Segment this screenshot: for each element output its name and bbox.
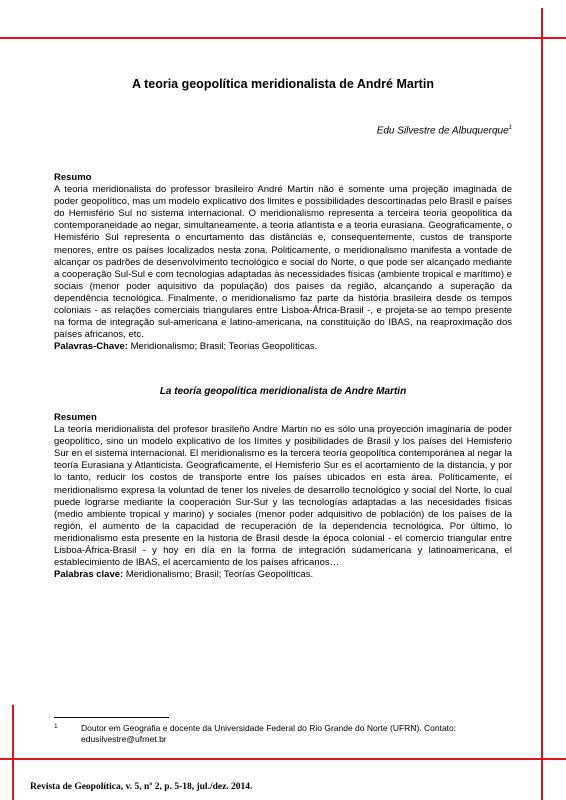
footnote <box>54 723 512 745</box>
keywords-line <box>54 341 512 353</box>
article-title: A teoria geopolítica meridionalista de André Martin <box>132 77 434 91</box>
header-red-rule <box>0 37 566 39</box>
keywords-label: Palavras-Chave: <box>54 341 128 353</box>
palabras-clave-value: Meridionalismo; Brasil; Teorías Geopolíticas. <box>125 569 314 581</box>
left-red-rule <box>12 705 14 800</box>
abstract-heading: Resumo <box>54 172 92 183</box>
author-line <box>377 125 512 136</box>
right-red-rule <box>541 8 543 800</box>
author-name: Edu Silvestre de Albuquerque <box>376 125 509 137</box>
spanish-title: La teoría geopolítica meridionalista de Andre Martin <box>159 386 407 397</box>
resumen-text: La teoría meridionalista del profesor brasileño Andre Martin no es sólo una proyección imaginaria de poder geopolítico, sino un modelo explicativo de los límites y posibilidades de Brasil y los países del Hemisferio Sur en el sistema internacional. El meridionalismo es la tercera teoría geopolítica contemporánea al negar la teoría Eurasiana y Atlanticista. Geograficamente, el Hemisferio Sur es el acortamiento de la distancia, y por lo tanto, reducir los costos de transporte entre los países ubicados en esta área. Políticamente, el meridionalismo expresa la voluntad de tener los niveles de desarrollo tecnológico y social del Norte, lo cual puede lograrse mediante la cooperación Sur-Sur y las tecnologías adaptadas a las necesidades físicas (medio ambiente tropical y marino) y sociales (menor poder adquisitivo de población) de los países de la región, el aumento de la capacidad de recuperación de la dependencia tecnológica. Por último, lo meridionalismo esta presente en la historia de Brasil desde la época colonial - el comercio triangular entre Lisboa-África-Brasil - y hoy en día en la forma de integración sudamericana y latinoamericana, el establecimiento de IBAS, el acercamiento de los países africanos… <box>54 424 512 569</box>
abstract-portuguese <box>54 172 512 353</box>
journal-citation: Revista de Geopolítica, v. 5, nº 2, p. 5-18, jul./dez. 2014. <box>30 782 253 792</box>
abstract-text: A teoria meridionalista do professor brasileiro André Martin não é somente uma projeção imaginada de poder geopolítico, mas um modelo explicativo dos limites e possibilidades descortinadas pelo Brasil e países do Hemisfério Sul no sistema internacional. O meridionalismo representa a terceira teoria geopolítica da contemporaneidade ao negar, simultaneamente, a teoria atlantista e a teoria eurasiana. Geograficamente, o Hemisfério Sul representa o encurtamento das distâncias e, consequentemente, custos de transporte menores, entre os países localizados nesta zona. Politicamente, o meridionalismo manifesta a vontade de alcançar os padrões de desenvolvimento tecnológico e social do Norte, o que pode ser alcançado mediante a cooperação Sul-Sul e com tecnologias adaptadas às necessidades físicas (ambiente tropical e marítimo) e sociais (menor poder aquisitivo da população) dos países da região, alcançando a superação da dependência tecnológica. Finalmente, o meridionalismo faz parte da história brasileira desde os tempos coloniais - as relações comerciais triangulares entre Lisboa-África-Brasil -, e projeta-se ao tempo presente na forma de integração sul-americana e latino-americana, na constituição do IBAS, na reaproximação dos países africanos, etc. <box>54 184 512 341</box>
palabras-clave-label: Palabras clave: <box>54 569 124 581</box>
footer-red-rule <box>0 758 566 760</box>
footnote-number: 1 <box>54 723 58 730</box>
footnote-text: Doutor em Geografia e docente da Universidade Federal do Rio Grande do Norte (UFRN). Contato: edusilvestre@ufrnet.br <box>81 723 457 744</box>
keywords-value: Meridionalismo; Brasil; Teorias Geopolíticas. <box>130 341 318 353</box>
resumen-heading: Resumen <box>54 412 97 423</box>
palabras-clave-line <box>54 569 512 581</box>
author-footnote-marker: 1 <box>508 125 512 131</box>
abstract-spanish <box>54 412 512 581</box>
footnote-separator <box>54 717 169 718</box>
